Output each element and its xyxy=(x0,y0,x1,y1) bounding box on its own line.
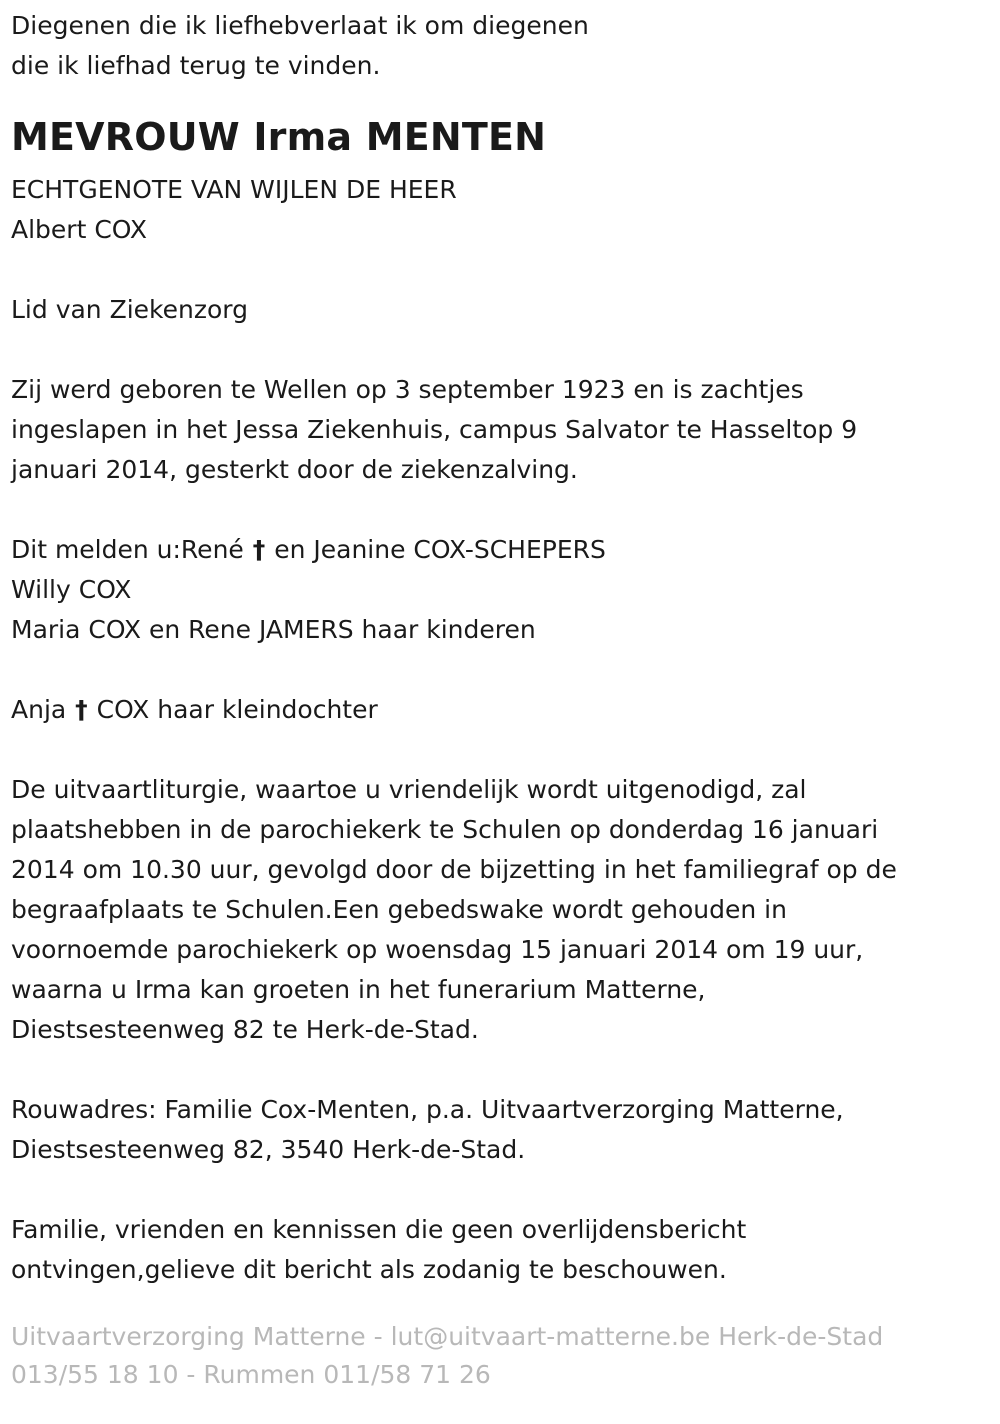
spouse-name: Albert COX xyxy=(11,215,147,244)
paragraph-line: 2014 om 10.30 uur, gevolgd door de bijzetting in het familiegraf op de xyxy=(11,855,897,884)
spacer xyxy=(11,650,988,690)
granddaughter-rest: COX haar kleindochter xyxy=(96,695,378,724)
paragraph-line: Zij werd geboren te Wellen op 3 september 1923 en is zachtjes xyxy=(11,375,804,404)
spacer xyxy=(11,1170,988,1210)
funeral-home-footer xyxy=(11,1318,988,1394)
paragraph-line: ingeslapen in het Jessa Ziekenhuis, campus Salvator te Hasseltop 9 xyxy=(11,415,858,444)
announcers-line xyxy=(11,530,988,570)
announcer-name: Willy COX xyxy=(11,575,132,604)
funeral-paragraph xyxy=(11,770,988,1050)
paragraph-line: januari 2014, gesterkt door de ziekenzalving. xyxy=(11,455,578,484)
announcers-block xyxy=(11,530,988,650)
announcer-name: Maria COX en Rene JAMERS haar kinderen xyxy=(11,615,536,644)
deceased-name: MEVROUW Irma MENTEN xyxy=(11,115,547,159)
membership: Lid van Ziekenzorg xyxy=(11,295,248,324)
paragraph-line: ontvingen,gelieve dit bericht als zodanig te beschouwen. xyxy=(11,1255,727,1284)
cross-icon: † xyxy=(252,535,266,564)
spacer xyxy=(11,730,988,770)
paragraph-line: plaatshebben in de parochiekerk te Schulen op donderdag 16 januari xyxy=(11,815,879,844)
granddaughter-prefix: Anja xyxy=(11,695,67,724)
paragraph-line: voornoemde parochiekerk op woensdag 15 januari 2014 om 19 uur, xyxy=(11,935,864,964)
paragraph-line: De uitvaartliturgie, waartoe u vriendelijk wordt uitgenodigd, zal xyxy=(11,775,807,804)
spacer xyxy=(11,330,988,370)
intro-line: die ik liefhad terug te vinden. xyxy=(11,51,381,80)
spacer xyxy=(11,250,988,290)
paragraph-line: Diestsesteenweg 82 te Herk-de-Stad. xyxy=(11,1015,479,1044)
footer-contact-line: Uitvaartverzorging Matterne - lut@uitvaart-matterne.be Herk-de-Stad xyxy=(11,1322,884,1351)
intro-line: Diegenen die ik liefhebverlaat ik om diegenen xyxy=(11,11,589,40)
spouse-line: ECHTGENOTE VAN WIJLEN DE HEER xyxy=(11,175,457,204)
cross-icon: † xyxy=(75,695,88,724)
spacer xyxy=(11,490,988,530)
announcers-rest: en Jeanine COX-SCHEPERS xyxy=(274,535,606,564)
spacer xyxy=(11,1050,988,1090)
address-line: Diestsesteenweg 82, 3540 Herk-de-Stad. xyxy=(11,1135,526,1164)
paragraph-line: begraafplaats te Schulen.Een gebedswake wordt gehouden in xyxy=(11,895,787,924)
intro-quote xyxy=(11,6,988,86)
granddaughter-line xyxy=(11,690,988,730)
notice-paragraph xyxy=(11,1210,988,1290)
paragraph-line: waarna u Irma kan groeten in het funerarium Matterne, xyxy=(11,975,706,1004)
footer-phone-line: 013/55 18 10 - Rummen 011/58 71 26 xyxy=(11,1360,491,1389)
mourning-address xyxy=(11,1090,988,1170)
paragraph-line: Familie, vrienden en kennissen die geen overlijdensbericht xyxy=(11,1215,747,1244)
announcers-prefix: Dit melden u:René xyxy=(11,535,244,564)
address-line: Rouwadres: Familie Cox-Menten, p.a. Uitvaartverzorging Matterne, xyxy=(11,1095,844,1124)
birth-death-paragraph xyxy=(11,370,988,490)
spouse-block xyxy=(11,170,988,250)
